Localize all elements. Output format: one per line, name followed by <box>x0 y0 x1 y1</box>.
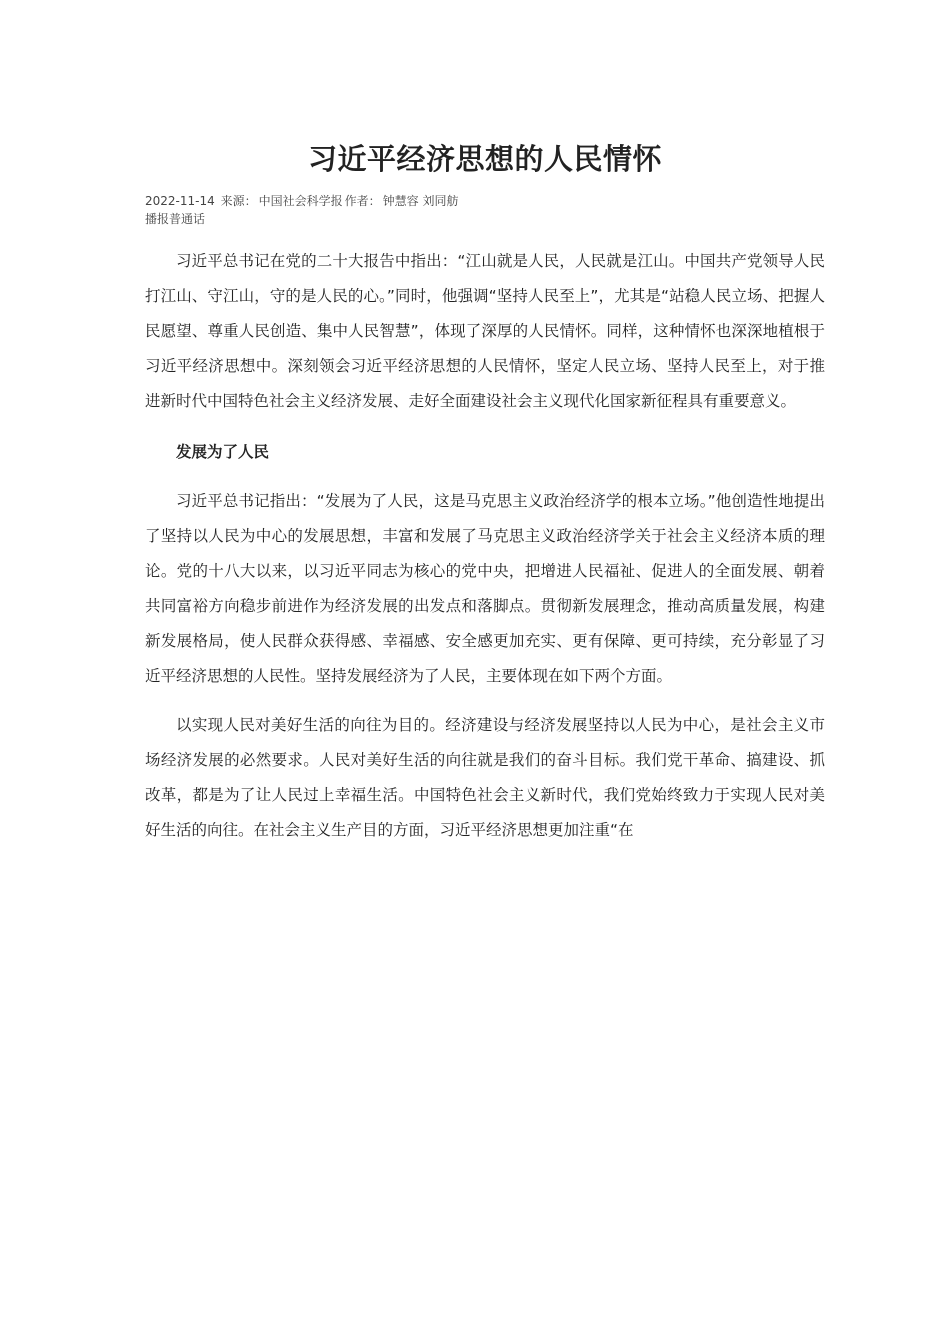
source-name: 中国社会科学报 <box>258 194 343 208</box>
author-label: 作者： <box>344 194 381 208</box>
article-meta <box>145 192 825 228</box>
intro-paragraph: 习近平总书记在党的二十大报告中指出：“江山就是人民，人民就是江山。中国共产党领导人民打江山、守江山，守的是人民的心。”同时，他强调“坚持人民至上”，尤其是“站稳人民立场、把握人民愿望、尊重人民创造、集中人民智慧”，体现了深厚的人民情怀。同样，这种情怀也深深地植根于习近平经济思想中。深刻领会习近平经济思想的人民情怀，坚定人民立场、坚持人民至上，对于推进新时代中国特色社会主义经济发展、走好全面建设社会主义现代化国家新征程具有重要意义。 <box>145 252 825 410</box>
body-paragraph: 以实现人民对美好生活的向往为目的。经济建设与经济发展坚持以人民为中心，是社会主义市场经济发展的必然要求。人民对美好生活的向往就是我们的奋斗目标。我们党干革命、搞建设、抓改革，都是为了让人民过上幸福生活。中国特色社会主义新时代，我们党始终致力于实现人民对美好生活的向往。在社会主义生产目的方面，习近平经济思想更加注重“在 <box>145 716 825 839</box>
broadcast-button[interactable]: 播报普通话 <box>145 212 206 226</box>
article-title: 习近平经济思想的人民情怀 <box>307 142 662 176</box>
source-label: 来源： <box>220 194 257 208</box>
body-paragraph: 习近平总书记指出：“发展为了人民，这是马克思主义政治经济学的根本立场。”他创造性地提出了坚持以人民为中心的发展思想，丰富和发展了马克思主义政治经济学关于社会主义经济本质的理论。党的十八大以来，以习近平同志为核心的党中央，把增进人民福祉、促进人的全面发展、朝着共同富裕方向稳步前进作为经济发展的出发点和落脚点。贯彻新发展理念，推动高质量发展，构建新发展格局，使人民群众获得感、幸福感、安全感更加充实、更有保障、更可持续，充分彰显了习近平经济思想的人民性。坚持发展经济为了人民，主要体现在如下两个方面。 <box>145 492 825 685</box>
author-names: 钟慧容 刘同舫 <box>382 194 459 208</box>
section-heading: 发展为了人民 <box>176 443 270 461</box>
article <box>145 0 825 848</box>
meta-line <box>145 192 825 210</box>
publish-date: 2022-11-14 <box>145 194 215 208</box>
